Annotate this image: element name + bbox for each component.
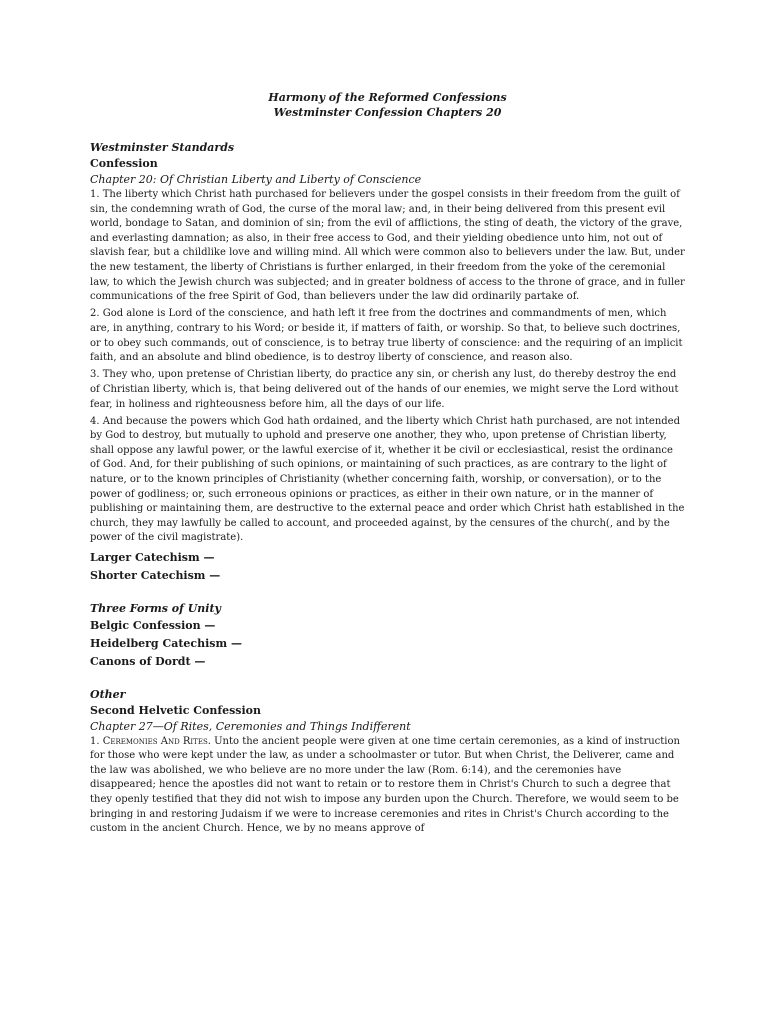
document-title-line-2: Westminster Confession Chapters 20	[273, 106, 502, 119]
shorter-catechism-heading: Shorter Catechism —	[90, 568, 221, 582]
westminster-paragraph-3: 3. They who, upon pretense of Christian liberty, do practice any sin, or cherish any lust, do thereby destroy the end of Christian liberty, which is, that being delivered out of the hands of our enemies, we might serve the Lord without fear, in holiness and righteousness before him, all the days of our life.	[90, 369, 679, 410]
helvetic-chapter-heading: Chapter 27—Of Rites, Ceremonies and Things Indifferent	[90, 719, 411, 733]
westminster-section-heading: Westminster Standards	[90, 141, 235, 154]
westminster-confession-heading: Confession	[90, 157, 158, 170]
westminster-paragraph-4: 4. And because the powers which God hath ordained, and the liberty which Christ hath purchased, are not intended by God to destroy, but mutually to uphold and preserve one another, they who, upon pretense of Christian liberty, shall oppose any lawful power, or the lawful exercise of it, whether it be civil or ecclesiastical, resist the ordinance of God. And, for their publishing of such opinions, or maintaining of such practices, as are contrary to the light of nature, or to the known principles of Christianity (whether concerning faith, worship, or conversation), or to the power of godliness; or, such erroneous opinions or practices, as either in their own nature, or in the manner of publishing or maintaining them, are destructive to the external peace and order which Christ hath established in the church, they may lawfully be called to account, and proceeded against, by the censures of the church(, and by the power of the civil magistrate).	[90, 415, 685, 544]
belgic-confession-heading: Belgic Confession —	[90, 618, 216, 632]
westminster-paragraph-2: 2. God alone is Lord of the conscience, and hath left it free from the doctrines and commandments of men, which are, in anything, contrary to his Word; or beside it, if matters of faith, or worship. So that, to believe such doctrines, or to obey such commands, out of conscience, is to betray true liberty of conscience: and the requiring of an implicit faith, and an absolute and blind obedience, is to destroy liberty of conscience, and reason also.	[90, 308, 683, 364]
helvetic-paragraph-1-text: Unto the ancient people were given at one time certain ceremonies, as a kind of instruction for those who were kept under the law, as under a schoolmaster or tutor. But when Christ, the Deliverer, came and the law was abolished, we who believe are no more under the law (Rom. 6:14), and the ceremonies have disappeared; hence the apostles did not want to retain or to restore them in Christ's Church to such a degree that they openly testified that they did not wish to impose any burden upon the Church. Therefore, we would seem to be bringing in and restoring Judaism if we were to increase ceremonies and rites in Christ's Church according to the custom in the ancient Church. Hence, we by no means approve of	[90, 735, 680, 835]
westminster-paragraph-1: 1. The liberty which Christ hath purchased for believers under the gospel consists in their freedom from the guilt of sin, the condemning wrath of God, the curse of the moral law; and, in their being delivered from this present evil world, bondage to Satan, and dominion of sin; from the evil of afflictions, the sting of death, the victory of the grave, and everlasting damnation; as also, in their free access to God, and their yielding obedience unto him, not out of slavish fear, but a childlike love and willing mind. All which were common also to believers under the law. But, under the new testament, the liberty of Christians is further enlarged, in their freedom from the yoke of the ceremonial law, to which the Jewish church was subjected; and in greater boldness of access to the throne of grace, and in fuller communications of the free Spirit of God, than believers under the law did ordinarily partake of.	[90, 189, 685, 303]
second-helvetic-confession-heading: Second Helvetic Confession	[90, 703, 261, 717]
heidelberg-catechism-heading: Heidelberg Catechism —	[90, 636, 242, 650]
westminster-chapter-heading: Chapter 20: Of Christian Liberty and Liberty of Conscience	[90, 173, 422, 186]
canons-of-dordt-heading: Canons of Dordt —	[90, 654, 206, 668]
other-section	[90, 687, 685, 837]
helvetic-paragraph-1-label: 1. Ceremonies And Rites.	[90, 735, 211, 747]
three-forms-section	[90, 601, 685, 671]
larger-catechism-heading: Larger Catechism —	[90, 550, 215, 564]
westminster-section	[90, 140, 685, 585]
document-title-line-1: Harmony of the Reformed Confessions	[268, 91, 507, 104]
other-section-heading: Other	[90, 687, 126, 701]
helvetic-paragraph-1	[90, 735, 685, 837]
three-forms-section-heading: Three Forms of Unity	[90, 601, 221, 615]
document-page	[90, 90, 685, 839]
